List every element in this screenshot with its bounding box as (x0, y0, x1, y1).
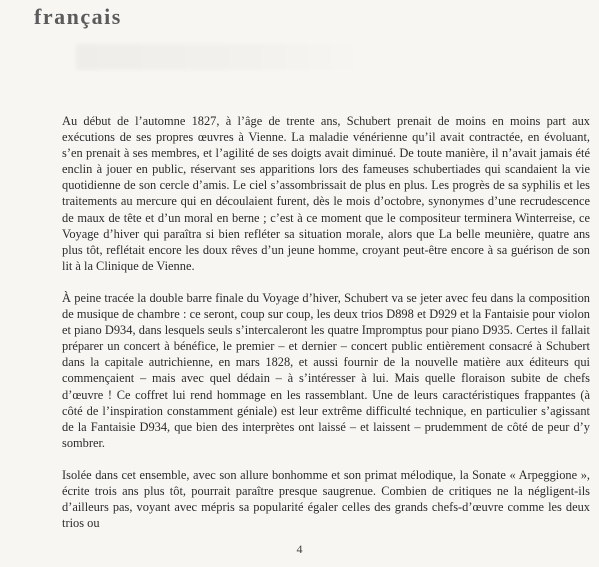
language-heading: français (34, 4, 122, 29)
paragraph-1: Au début de l’automne 1827, à l’âge de trente ans, Schubert prenait de moins en moins part aux exécutions de ses propres œuvres à Vienne. La maladie vénérienne qu’il avait contractée, en évoluant, s’en prenait à ses membres, et l’agilité de ses doigts avait diminué. De toute manière, il n’avait jamais été enclin à jouer en public, réservant ses apparitions lors des fameuses schubertiades qui scandaient la vie quotidienne de son cercle d’amis. Le ciel s’assombrissait de plus en plus. Les progrès de sa syphilis et les traitements au mercure qui en découlaient furent, dès le mois d’octobre, synonymes d’une recrudescence de maux de tête et d’un moral en berne ; c’est à ce moment que le compositeur terminera Winterreise, ce Voyage d’hiver qui paraîtra si bien refléter sa situation morale, alors que La belle meunière, quatre ans plus tôt, reflétait encore les doux rêves d’un jeune homme, croyant peut-être encore à sa guérison de son lit à la Clinique de Vienne. (62, 114, 590, 273)
paragraph-2: À peine tracée la double barre finale du Voyage d’hiver, Schubert va se jeter avec feu dans la composition de musique de chambre : ce seront, coup sur coup, les deux trios D898 et D929 et la Fantaisie pour violon et piano D934, dans lesquels seuls s’intercaleront les quatre Impromptus pour piano D935. Certes il fallait préparer un concert à bénéfice, le premier – et dernier – concert public entièrement consacré à Schubert dans la capitale autrichienne, en mars 1828, et aussi fournir de la nouvelle matière aux éditeurs qui commençaient – mais avec quel dédain – à s’intéresser à lui. Mais quelle floraison subite de chefs d’œuvre ! Ce coffret lui rend hommage en les rassemblant. Une de leurs caractéristiques frappantes (à côté de l’inspiration constamment géniale) est leur extrême difficulté technique, en particulier s’agissant de la Fantaisie D934, que bien des interprètes ont laissé – et laissent – prudemment de côté de peur d’y sombrer. (62, 290, 590, 450)
body-text (62, 113, 590, 547)
paragraph-3: Isolée dans cet ensemble, avec son allure bonhomme et son primat mélodique, la Sonate « Arpeggione », écrite trois ans plus tôt, pourrait paraître presque saugrenue. Combien de critiques ne la négligent-ils d’ailleurs pas, voyant avec mépris sa popularité égaler celles des grands chefs-d’œuvre comme les deux trios ou (62, 467, 590, 531)
show-through-text (76, 44, 366, 70)
page-number: 4 (296, 542, 303, 556)
